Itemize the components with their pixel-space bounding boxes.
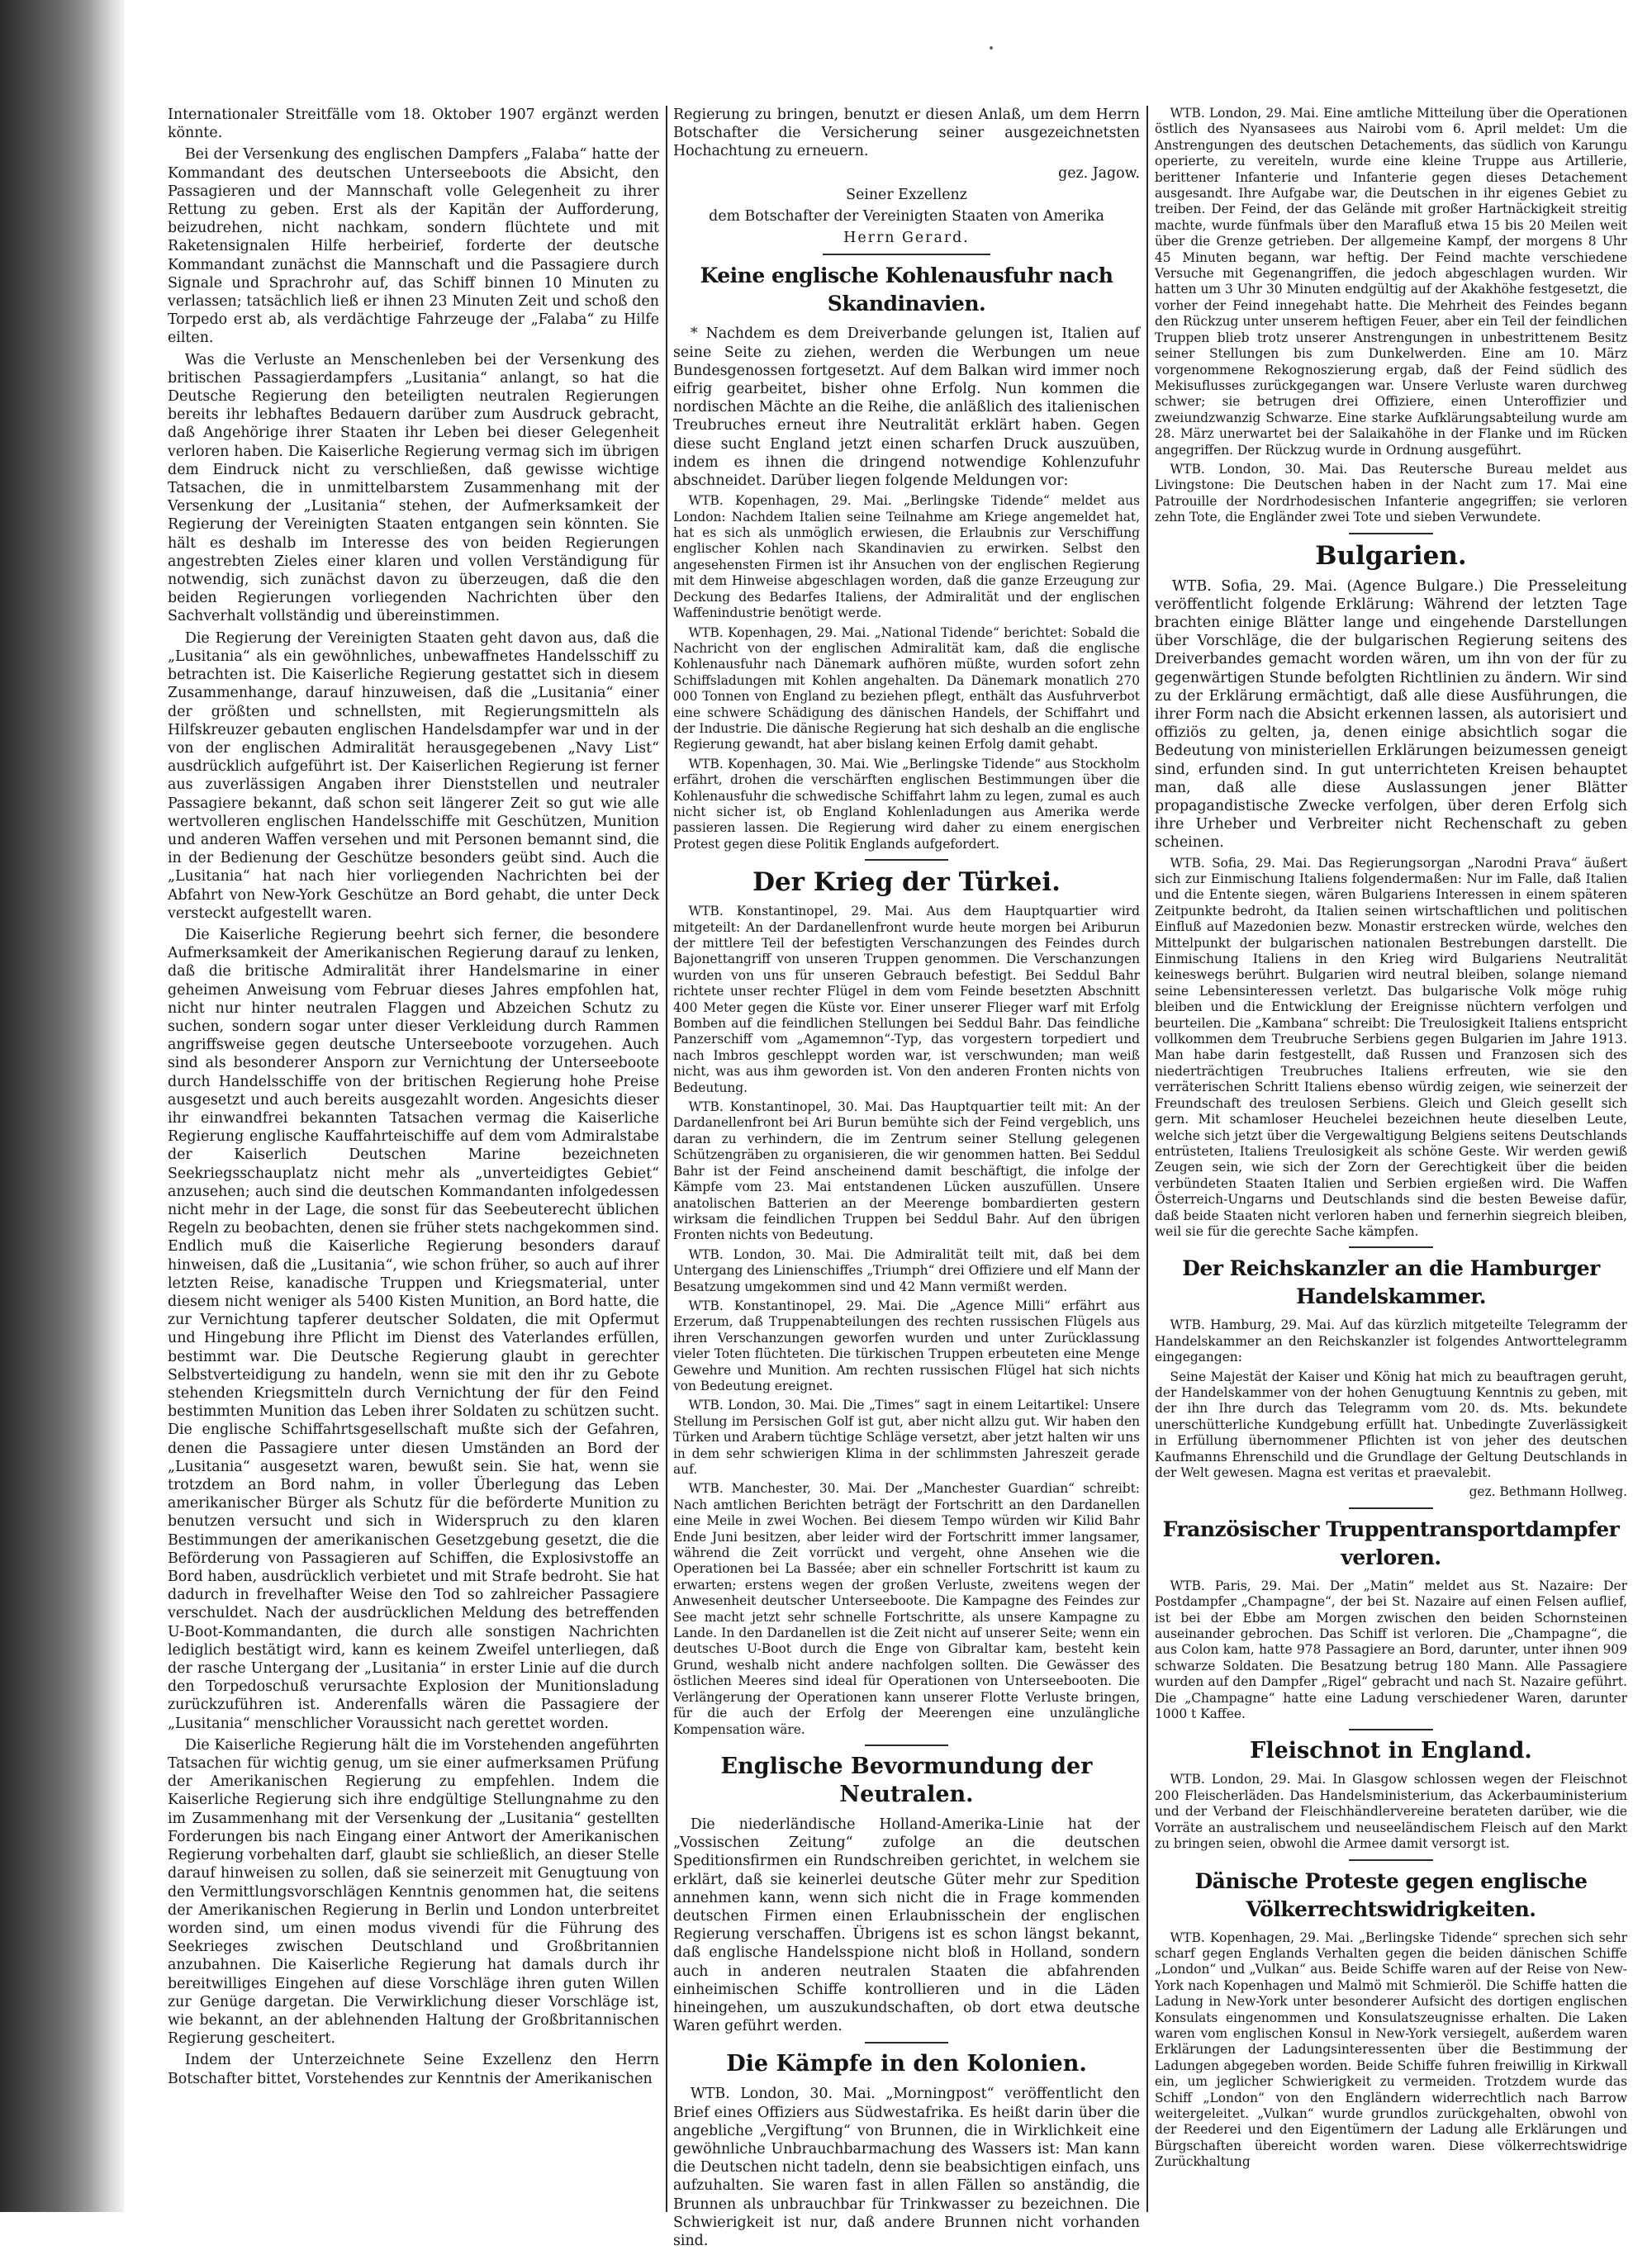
dispatch: WTB. Paris, 29. Mai. Der „Matin“ meldet aus St. Nazaire: Der Postdampfer „Champagne“, der bei St. Nazaire auf einen Felsen auflief, ist bei der Ebbe am Morgen zwischen den beiden Schornsteinen auseinander gebrochen. Das Schiff ist verloren. Die „Champagne“, die aus Colon kam, hatte 978 Passagiere an Bord, darunter, unter ihnen 909 schwarze Soldaten. Die Besatzung betrug 180 Mann. Alle Passagiere wurden auf den Dampfer „Rigel“ gebracht und nach St. Nazaire geführt. Die „Champagne“ hatte eine Ladung verschiedener Waren, darunter 1000 t Kaffee. xyxy=(1155,1578,1627,1722)
dispatch: WTB. London, 30. Mai. Das Reutersche Bureau meldet aus Livingstone: Die Deutschen haben in der Nacht zum 17. Mai eine Patrouille der Nordrhodesischen Infanterie angegriffen; sie verloren zehn Tote, die Engländer zwei Tote und sieben Verwundete. xyxy=(1155,461,1627,525)
paragraph: Internationaler Streitfälle vom 18. Oktober 1907 ergänzt werden könnte. xyxy=(168,107,659,142)
section-divider xyxy=(865,1744,949,1746)
paragraph: WTB. Sofia, 29. Mai. (Agence Bulgare.) Die Presseleitung veröffentlicht folgende Erklärung: Während der letzten Tage brachten einige Blätter lange und eingehende Darstellungen über Vorschläge, die der bulgarischen Regierung seitens des Dreiverbandes gemacht worden wären, um ihn von der für zu gegenwärtigen Stunde befolgten Richtlinien zu ändern. Wir sind zu der Erklärung ermächtigt, daß alle diese Ausführungen, die ihrer Form nach die Absicht erkennen lassen, als autorisiert und offiziös zu gelten, ja, denen einige absichtlich sogar die Bedeutung von ministeriellen Erklärungen beizumessen geneigt sind, erfunden sind. In gut unterrichteten Kreisen behauptet man, daß alle diese Auslassungen jener Blätter propagandistische Zwecke verfolgen, über deren Erfolg sich ihre Urheber und Verbreiter nicht Rechenschaft zu geben scheinen. xyxy=(1155,577,1627,852)
paragraph: Die niederländische Holland-Amerika-Linie hat der „Vossischen Zeitung“ zufolge an die deutschen Speditionsfirmen ein Rundschreiben gerichtet, in welchem sie erklärt, daß sie keinerlei deutsche Güter mehr zur Spedition annehmen kann, wenn sich nicht die in Frage kommenden deutschen Firmen einen Erlaubnisschein der englischen Regierung verschaffen. Übrigens ist es schon längst bekannt, daß englische Handelsspione nicht bloß in Holland, sondern auch in anderen neutralen Staaten die abfahrenden einheimischen Schiffe kontrollieren und in die Läden hineingehen, um auszukundschaften, ob dort etwa deutsche Waren geführt werden. xyxy=(673,1816,1140,2035)
section-divider xyxy=(1349,1729,1434,1730)
section-divider xyxy=(1349,533,1434,534)
dispatch: WTB. Manchester, 30. Mai. Der „Manchester Guardian“ schreibt: Nach amtlichen Berichten beträgt der Fortschritt an den Dardanellen eine Meile in zwei Wochen. Bei diesem Tempo würden wir Kilid Bahr Ende Juni besitzen, aber leider wird der Fortschritt immer langsamer, während die Zeit vorrückt und vergeht, ohne Ansehen wie die Operationen bei La Bassée; aber ein schneller Fortschritt ist kaum zu erwarten; erstens wegen der großen Verluste, zweitens wegen der Anwesenheit deutscher Unterseeboote. Die Kampagne des Feindes zur See macht jetzt sehr schnelle Fortschritte, als unsere Kampagne zu Lande. In den Dardanellen ist die Zeit nicht auf unserer Seite; wenn ein deutsches U-Boot durch die Enge von Gibraltar kam, besteht kein Grund, weshalb nicht andere nachfolgen sollten. Die Gewässer des östlichen Meeres sind ideal für Operationen von Unterseebooten. Die Verlängerung der Operationen kann unserer Flotte Verluste bringen, für die auch der Erfolg der Meerengen eine unzulängliche Kompensation wäre. xyxy=(673,1481,1140,1737)
dispatch: WTB. London, 30. Mai. Die „Times“ sagt in einem Leitartikel: Unsere Stellung im Persischen Golf ist gut, aber nicht allzu gut. Wir haben den Türken und Arabern tüchtige Schläge versetzt, aber jetzt halten wir uns in dem sehr schwierigen Klima in der schlimmsten Jahreszeit gerade auf. xyxy=(673,1398,1140,1477)
headline: Fleischnot in England. xyxy=(1250,1738,1532,1764)
headline: Der Reichskanzler an die Hamburger Handelskammer. xyxy=(1182,1256,1600,1309)
column-right xyxy=(1155,106,1627,2212)
address-line: Herrn Gerard. xyxy=(843,230,970,247)
headline: Englische Bevormundung der Neutralen. xyxy=(720,1753,1093,1807)
dispatch: WTB. Hamburg, 29. Mai. Auf das kürzlich mitgeteilte Telegramm der Handelskammer an den Reichskanzler ist folgendes Antworttelegramm eingegangen: xyxy=(1155,1317,1627,1365)
headline: Die Kämpfe in den Kolonien. xyxy=(726,2051,1087,2077)
headline: Der Krieg der Türkei. xyxy=(752,867,1061,898)
dispatch: WTB. Kopenhagen, 30. Mai. Wie „Berlingske Tidende“ aus Stockholm erfährt, drohen die verschärften englischen Bestimmungen über die Kohlenausfuhr die schwedische Schiffahrt lahm zu legen, zumal es auch nicht sicher ist, ob England Kohlenladungen aus Amerika werde passieren lassen. Die Regierung wird daher zu einem energischen Protest gegen diese Politik Englands aufgefordert. xyxy=(673,756,1140,852)
column-rule xyxy=(666,106,667,2212)
section-divider xyxy=(865,859,949,861)
telegram-text: Seine Majestät der Kaiser und König hat mich zu beauftragen geruht, der Handelskammer von der hohen Genugtuung Kenntnis zu geben, mit der ihn Ihre durch das Telegramm vom 20. ds. Mts. bekundete unerschütterliche Kundgebung erfüllt hat. Unbedingte Zuverlässigkeit in Erfüllung übernommener Pflichten ist von jeher des deutschen Kaufmanns Ehrenschild und die Grundlage der Geltung Deutschlands in der Welt gewesen. Magna est veritas et praevalebit. xyxy=(1155,1369,1627,1481)
paragraph: Die Kaiserliche Regierung beehrt sich ferner, die besondere Aufmerksamkeit der Amerikanischen Regierung darauf zu lenken, daß die britische Admiralität ihrer Handelsmarine in einer geheimen Anweisung vom Februar dieses Jahres empfohlen hat, nicht nur hinter neutralen Flaggen und Abzeichen Schutz zu suchen, sondern sogar unter dieser Verkleidung durch Rammen angriffsweise gegen deutsche Unterseeboote vorzugehen. Auch sind als besonderer Ansporn zur Vernichtung der Unterseeboote durch Handelsschiffe von der britischen Regierung hohe Preise ausgesetzt und auch bereits ausgezahlt worden. Angesichts dieser ihr einwandfrei bekannten Tatsachen vermag die Kaiserliche Regierung englische Kauffahrteischiffe auf dem vom Admiralstabe der Kaiserlich Deutschen Marine bezeichneten Seekriegsschauplatz nicht mehr als „unverteidigtes Gebiet“ anzusehen; auch sind die deutschen Kommandanten infolgedessen nicht mehr in der Lage, die sonst für das Seebeuterecht üblichen Regeln zu beobachten, denen sie früher stets nachgekommen sind. Endlich muß die Kaiserliche Regierung besonders darauf hinweisen, daß die „Lusitania“, wie schon früher, so auch auf ihrer letzten Reise, kanadische Truppen und Kriegsmaterial, unter diesem nicht weniger als 5400 Kisten Munition, an Bord hatte, die zur Vernichtung tapferer deutscher Soldaten, die mit Opfermut und Hingebung ihre Pflicht im Dienst des Vaterlandes erfüllen, bestimmt war. Die Deutsche Regierung glaubt in gerechter Selbstverteidigung zu handeln, wenn sie mit den ihr zu Gebote stehenden Kriegsmitteln durch Vernichtung der für den Feind bestimmten Munition das Leben ihrer Soldaten zu schützen sucht. Die englische Schiffahrtsgesellschaft mußte sich der Gefahren, denen die Passagiere unter diesen Umständen an Bord der „Lusitania“ ausgesetzt waren, bewußt sein. Sie hat, wenn sie trotzdem an Bord nahm, in voller Überlegung das Leben amerikanischer Bürger als Schutz für die beförderte Munition zu benutzen versucht und sich in Widerspruch zu den klaren Bestimmungen der amerikanischen Gesetzgebung gesetzt, die die Beförderung von Passagieren auf Schiffen, die Explosivstoffe an Bord haben, ausdrücklich verbietet und mit Strafe bedroht. Sie hat dadurch in frevelhafter Weise den Tod so zahlreicher Passagiere verschuldet. Nach der ausdrücklichen Meldung des betreffenden U-Boot-Kommandanten, die durch alle sonstigen Nachrichten lediglich bestätigt wird, kann es keinem Zweifel unterliegen, daß der rasche Untergang der „Lusitania“ in erster Linie auf die durch den Torpedoschuß verursachte Explosion der Munitionsladung zurückzuführen ist. Anderenfalls wären die Passagiere der „Lusitania“ menschlicher Voraussicht nach gerettet worden. xyxy=(168,926,659,1732)
column-left xyxy=(168,106,659,2212)
section-divider xyxy=(1349,1859,1434,1861)
paragraph: Bei der Versenkung des englischen Dampfers „Falaba“ hatte der Kommandant des deutschen Unterseeboots die Absicht, den Passagieren und der Mannschaft volle Gelegenheit zu ihrer Rettung zu geben. Erst als der Kapitän der Aufforderung, beizudrehen, nicht nachkam, sondern flüchtete und mit Raketensignalen Hilfe herbeirief, forderte der deutsche Kommandant zunächst die Mannschaft und die Passagiere durch Signale und Sprachrohr auf, das Schiff binnen 10 Minuten zu verlassen; tatsächlich ließ er ihnen 23 Minuten Zeit und schoß den Torpedo erst ab, als verdächtige Fahrzeuge der „Falaba“ zu Hilfe eilten. xyxy=(168,146,659,347)
headline: Dänische Proteste gegen englische Völkerrechtswidrigkeiten. xyxy=(1194,1868,1588,1921)
dispatch: WTB. London, 29. Mai. In Glasgow schlossen wegen der Fleischnot 200 Fleischerläden. Das Handelsministerium, das Ackerbauministerium und der Verband der Fleischhändlervereine berateten darüber, wie die Vorräte an australischem und neuseeländischem Fleisch auf den Markt zu bringen seien, obwohl die Armee damit versorgt ist. xyxy=(1155,1772,1627,1852)
paragraph: Die Kaiserliche Regierung hält die im Vorstehenden angeführten Tatsachen für wichtig genug, um sie einer aufmerksamen Prüfung der Amerikanischen Regierung zu empfehlen. Indem die Kaiserliche Regierung sich ihre endgültige Stellungnahme zu den im Zusammenhang mit der Versenkung der „Lusitania“ gestellten Forderungen bis nach Eingang einer Antwort der Amerikanischen Regierung vorbehalten darf, glaubt sie schließlich, an dieser Stelle darauf hinweisen zu sollen, daß sie seinerzeit mit Genugtuung von den Vermittlungsvorschlägen Kenntnis genommen hat, die seitens der Amerikanischen Regierung in Berlin und London unterbreitet worden sind, um einen modus vivendi für die Führung des Seekrieges zwischen Deutschland und Großbritannien anzubahnen. Die Kaiserliche Regierung hat damals durch ihr bereitwilliges Eingehen auf diese Vorschläge ihren guten Willen zur Genüge dargetan. Die Verwirklichung dieser Vorschläge ist, wie bekannt, an der ablehnenden Haltung der Großbritannischen Regierung gescheitert. xyxy=(168,1736,659,2048)
dispatch: WTB. Konstantinopel, 29. Mai. Die „Agence Milli“ erfährt aus Erzerum, daß Truppenabteilungen des rechten russischen Flügels aus ihren Verschanzungen geworfen wurden und unter Zurücklassung vieler Toten flüchteten. Die türkischen Truppen erbeuteten eine Menge Gewehre und Munition. Am rechten russischen Flügel hat sich nichts von Bedeutung ereignet. xyxy=(673,1298,1140,1393)
address-line: dem Botschafter der Vereinigten Staaten von Amerika xyxy=(709,208,1104,225)
section-divider xyxy=(865,2042,949,2044)
signature: gez. Jagow. xyxy=(1058,164,1140,182)
book-spine xyxy=(0,0,124,2212)
paragraph: Was die Verluste an Menschenleben bei der Versenkung des britischen Passagierdampfers „Lusitania“ anlangt, so hat die Deutsche Regierung den beteiligten neutralen Regierungen bereits ihr lebhaftes Bedauern darüber zum Ausdruck gebracht, daß Angehörige ihrer Staaten ihr Leben bei dieser Gelegenheit verloren haben. Die Kaiserliche Regierung vermag sich im übrigen dem Eindruck nicht zu verschließen, daß gewisse wichtige Tatsachen, die in unmittelbarstem Zusammenhang mit der Versenkung der „Lusitania“ stehen, der Aufmerksamkeit der Regierung der Vereinigten Staaten entgangen sein könnten. Sie hält es deshalb im Interesse des von beiden Regierungen angestrebten Zieles einer klaren und vollen Verständigung für notwendig, sich zunächst davon zu überzeugen, daß die den beiden Regierungen vorliegenden Nachrichten über den Sachverhalt vollständig und übereinstimmen. xyxy=(168,351,659,625)
section-divider xyxy=(1349,1246,1434,1248)
dispatch: WTB. Kopenhagen, 29. Mai. „Berlingske Tidende“ meldet aus London: Nachdem Italien seine Teilnahme am Kriege angemeldet hat, hat es sich als unmöglich erwiesen, die Erlaubnis zur Verschiffung englischer Kohlen nach Skandinavien zu erwirken. Selbst den angesehensten Firmen ist ihr Ansuchen von der englischen Regierung mit dem Hinweise abgeschlagen worden, daß die ganze Erzeugung zur Deckung des Bedarfes Italiens, der Admiralität und der englischen Waffenindustrie benötigt werde. xyxy=(673,493,1140,621)
paragraph: Indem der Unterzeichnete Seine Exzellenz den Herrn Botschafter bittet, Vorstehendes zur Kenntnis der Amerikanischen xyxy=(168,2052,659,2087)
paragraph: * Nachdem es dem Dreiverbande gelungen ist, Italien auf seine Seite zu ziehen, werden die Werbungen um neue Bundesgenossen fortgesetzt. Auf dem Balkan wird immer noch eifrig gearbeitet, bisher ohne Erfolg. Nun kommen die nordischen Mächte an die Reihe, die anläßlich des italienischen Treubruches erneut ihre Neutralität erklärt haben. Gegen diese sucht England jetzt einen scharfen Druck auszuüben, indem es ihnen die dringend notwendige Kohlenzufuhr abschneidet. Darüber liegen folgende Meldungen vor: xyxy=(673,325,1140,490)
paragraph: Regierung zu bringen, benutzt er diesen Anlaß, um dem Herrn Botschafter die Versicherung seiner ausgezeichnetsten Hochachtung zu erneuern. xyxy=(673,107,1140,160)
paragraph: Die Regierung der Vereinigten Staaten geht davon aus, daß die „Lusitania“ als ein gewöhnliches, unbewaffnetes Handelsschiff zu betrachten ist. Die Kaiserliche Regierung gestattet sich in diesem Zusammenhange, darauf hinzuweisen, daß die „Lusitania“ einer der größten und schnellsten, mit Regierungsmitteln als Hilfskreuzer gebauten englischen Handelsdampfer war und in der von der englischen Admiralität herausgegebenen „Navy List“ ausdrücklich aufgeführt ist. Der Kaiserlichen Regierung ist ferner aus zuverlässigen Angaben ihrer Dienststellen und neutraler Passagiere bekannt, daß schon seit längerer Zeit so gut wie alle wertvolleren englischen Handelsschiffe mit Geschützen, Munition und anderen Waffen versehen und mit Personen bemannt sind, die in der Bedienung der Geschütze besonders geübt sind. Auch die „Lusitania“ hat nach hier vorliegenden Nachrichten bei der Abfahrt von New-York Geschütze an Bord gehabt, die unter Deck versteckt aufgestellt waren. xyxy=(168,629,659,922)
signature: gez. Bethmann Hollweg. xyxy=(1469,1484,1627,1500)
dispatch: WTB. Sofia, 29. Mai. Das Regierungsorgan „Narodni Prava“ äußert sich zur Einmischung Italiens folgendermaßen: Nur im Falle, daß Italien und die Entente siegen, wären Bulgariens Interessen in einem späteren Zeitpunkte bedroht, da Italien seinen wirtschaftlichen und politischen Einfluß auf Mazedonien bezw. Monastir erstrecken würde, welches den Mittelpunkt der bulgarischen nationalen Bestrebungen darstellt. Die Einmischung Italiens in den Krieg wird Bulgariens Neutralität keineswegs berührt. Bulgarien wird neutral bleiben, solange niemand seine Lebensinteressen verletzt. Das bulgarische Volk möge ruhig bleiben und die Entwicklung der Ereignisse nüchtern verfolgen und beurteilen. Die „Kambana“ schreibt: Die Treulosigkeit Italiens entspricht vollkommen dem Treubruche Serbiens gegen Bulgarien im Jahre 1913. Man habe darin festgestellt, daß Russen und Franzosen sich des niederträchtigen Treubruches Italiens erfreuten, wie sie den verräterischen Schritt Italiens ebenso würdig zeigen, wie seinerzeit der Freundschaft des treulosen Serbiens. Gleich und Gleich gesellt sich gern. Mit schamloser Heuchelei bezeichnen heute dieselben Leute, welche sich jetzt über die Vergewaltigung Belgiens seitens Deutschlands entrüsteten, Italiens Treulosigkeit als schöne Geste. Wir werden gewiß Zeugen sein, wie sich der Zorn der Gerechtigkeit über die beiden verbündeten Staaten Italien und Serbien ergießen wird. Die Waffen Österreich-Ungarns und Deutschlands sind die besten Beweise dafür, daß beide Staaten nicht verloren haben und fernerhin siegreich bleiben, weil sie für die gerechte Sache kämpfen. xyxy=(1155,855,1627,1239)
paragraph: WTB. London, 30. Mai. „Morningpost“ veröffentlicht den Brief eines Offiziers aus Südwestafrika. Es heißt darin über die angebliche „Vergiftung“ von Brunnen, die in Wirklichkeit eine gewöhnliche Unbrauchbarmachung des Wassers ist: Man kann die Deutschen nicht tadeln, denn sie beabsichtigen einfach, uns aufzuhalten. Sie waren fast in allen Fällen so anständig, die Brunnen als unbrauchbar für Trinkwasser zu bezeichnen. Die Schwierigkeit ist nur, daß andere Brunnen nicht vorhanden sind. xyxy=(673,2086,1140,2249)
dispatch: WTB. London, 30. Mai. Die Admiralität teilt mit, daß bei dem Untergang des Linienschiffes „Triumph“ drei Offiziere und elf Mann der Besatzung umgekommen sind und 42 Mann vermißt werden. xyxy=(673,1246,1140,1294)
headline: Keine englische Kohlenausfuhr nach Skandinavien. xyxy=(700,263,1113,316)
dispatch: WTB. Kopenhagen, 29. Mai. „National Tidende“ berichtet: Sobald die Nachricht von der englischen Admiralität kam, daß die englische Kohlenausfuhr nach Dänemark aufhören müßte, wurden sofort zehn Schiffsladungen mit Kohlen angehalten. Da Dänemark monatlich 270 000 Tonnen von England zu beziehen pflegt, enthält das Ausfuhrverbot eine schwere Schädigung des dänischen Handels, der Schiffahrt und der Industrie. Die dänische Regierung hat sich deshalb an die englische Regierung gewandt, hat aber bislang keinen Erfolg damit gehabt. xyxy=(673,624,1140,752)
dispatch: WTB. London, 29. Mai. Eine amtliche Mitteilung über die Operationen östlich des Nyansasees aus Nairobi vom 6. April meldet: Um die Anstrengungen des deutschen Detachements, das südlich von Karungu operierte, zu vereiteln, wurde eine kleine Truppe aus Artillerie, berittener Infanterie und Infanterie gegen dieses Detachement ausgesandt. Ihre Aufgabe war, die Deutschen in ihr eigenes Gebiet zu treiben. Der Feind, der das Gelände mit großer Hartnäckigkeit streitig machte, wurde fünfmals über den Marafluß etwa 15 bis 20 Meilen weit über die Grenze getrieben. Der allgemeine Kampf, der morgens 8 Uhr 45 Minuten begann, war heftig. Der Feind machte verschiedene Versuche mit Gegenangriffen, die jedoch abgeschlagen wurden. Wir hatten um 3 Uhr 30 Minuten endgültig auf der Akakhöhe festgesetzt, die vorher der Feind innegehabt hatte. Die Mehrheit des Feindes begann den Rückzug unter unserem heftigen Feuer, aber ein Teil der feindlichen Truppen blieb trotz unserer Anstrengungen in unbestrittenem Besitz seiner Stellungen bis zum Dunkelwerden. Eine am 10. März vorgenommene Rekognoszierung ergab, daß der Feind südlich des Mekisuflusses zurückgegangen war. Unsere Verluste waren durchweg schwer; sie betrugen drei Offiziere, einen Unteroffizier und zweiundzwanzig Schwarze. Eine starke Aufklärungsabteilung wurde am 28. März unerwartet bei der Salaikahöhe in der Flanke und im Rücken angegriffen. Der Rückzug wurde in Ordnung ausgeführt. xyxy=(1155,106,1627,458)
dispatch: WTB. Konstantinopel, 29. Mai. Aus dem Hauptquartier wird mitgeteilt: An der Dardanellenfront wurde heute morgen bei Ariburun der mittlere Teil der befestigten Verschanzungen des Feindes durch Bajonettangriff von unseren Truppen genommen. Die Verschanzungen wurden von uns für unseren Gebrauch befestigt. Bei Seddul Bahr richtete unser rechter Flügel in dem vom Feinde besetzten Abschnitt 400 Meter gegen die Küste vor. Einer unserer Flieger warf mit Erfolg Bomben auf die feindlichen Stellungen bei Seddul Bahr. Das feindliche Panzerschiff vom „Agamemnon“-Typ, das vorgestern torpediert und nach Imbros geschleppt worden war, ist verschwunden; man weiß nicht, was aus ihm geworden ist. Von den anderen Fronten nichts von Bedeutung. xyxy=(673,904,1140,1095)
page-speck xyxy=(990,46,993,50)
dispatch: WTB. Kopenhagen, 29. Mai. „Berlingske Tidende“ sprechen sich sehr scharf gegen Englands Verhalten gegen die beiden dänischen Schiffe „London“ und „Vulkan“ aus. Beide Schiffe waren auf der Reise von New-York nach Kopenhagen und Malmö mit Schmieröl. Die Schiffe hatten die Ladung in New-York unter besonderer Aufsicht des dortigen englischen Konsulats eingenommen und Konsulatszeugnisse erhalten. Die Laken waren vom englischen Konsul in New-York versiegelt, außerdem waren Erklärungen der Ladungsinteressenten über die Bestimmung der Ladungen abgegeben worden. Beide Schiffe fuhren freiwillig in Kirkwall ein, um jeglicher Schwierigkeit zu vermeiden. Trotzdem wurde das Schiff „London“ von den Engländern widerrechtlich nach Barrow weitergeleitet. „Vulkan“ wurde grundlos zurückgehalten, obwohl von der Reederei und den Eigentümern der Ladung alle Erklärungen und Bürgschaften übereicht worden waren. Diese völkerrechtswidrige Zurückhaltung xyxy=(1155,1930,1627,2170)
column-middle xyxy=(673,106,1140,2249)
headline: Französischer Truppentransportdampfer verloren. xyxy=(1162,1517,1620,1569)
section-divider xyxy=(823,254,990,255)
dispatch: WTB. Konstantinopel, 30. Mai. Das Hauptquartier teilt mit: An der Dardanellenfront bei Ari Burun bemühte sich der Feind vergeblich, uns daran zu verhindern, die im Zentrum seiner Stellung gelegenen Schützengräben zu organisieren, die wir genommen hatten. Bei Seddul Bahr ist der Feind anscheinend damit beschäftigt, die infolge der Kämpfe vom 23. Mai entstandenen Lücken auszufüllen. Unsere anatolischen Batterien an der Meerenge bombardierten gestern wirksam die feindlichen Truppen bei Seddul Bahr. Auf den übrigen Fronten nichts von Bedeutung. xyxy=(673,1099,1140,1243)
headline: Bulgarien. xyxy=(1315,540,1467,571)
address-line: Seiner Exzellenz xyxy=(846,186,967,203)
section-divider xyxy=(1349,1507,1434,1509)
column-rule xyxy=(1146,106,1148,2212)
